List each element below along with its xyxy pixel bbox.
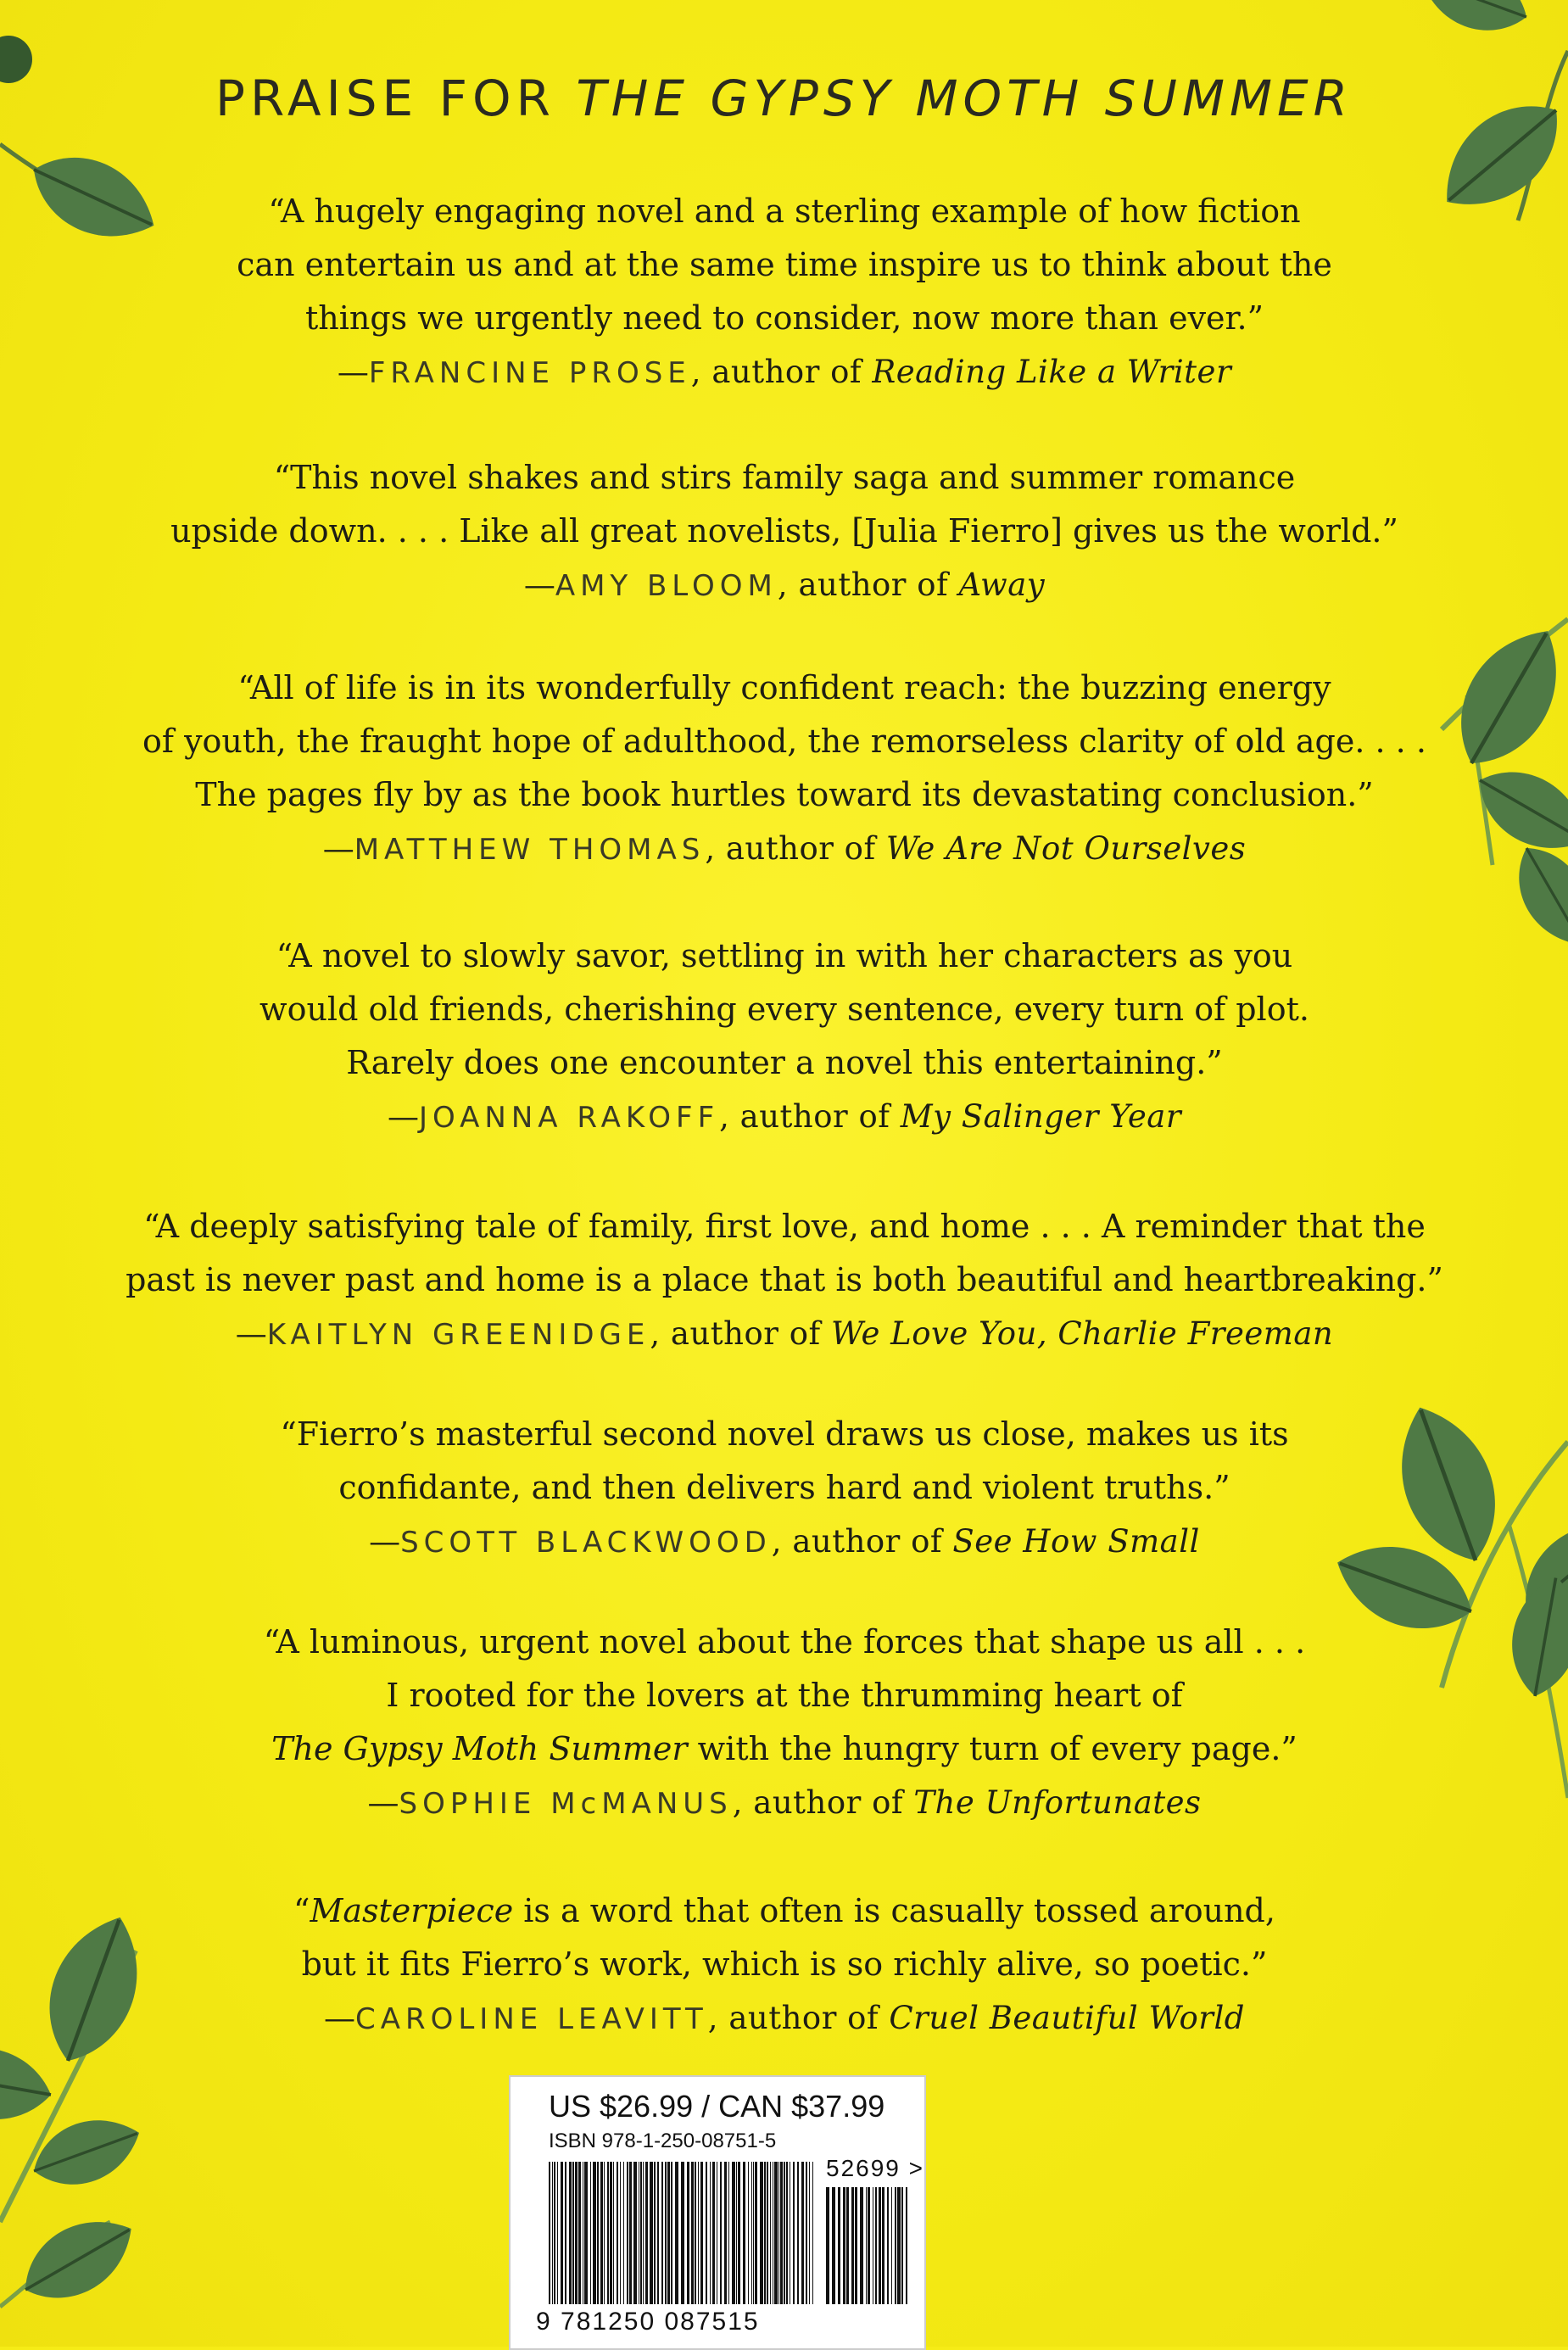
barcode-bar: [838, 2187, 840, 2304]
barcode-bar: [832, 2187, 835, 2304]
quote-text: with the hungry turn of every page.”: [687, 1730, 1297, 1767]
barcode-bar: [801, 2162, 804, 2304]
barcode-bar: [786, 2162, 788, 2304]
barcode-bar: [906, 2187, 907, 2304]
barcode-bar: [879, 2187, 881, 2304]
attribution: —JOANNA RAKOFF, author of My Salinger Year: [387, 1098, 1182, 1135]
blurb-thomas: [102, 661, 1467, 877]
barcode-bar: [617, 2162, 618, 2304]
barcode-bar: [645, 2162, 648, 2304]
attribution: —SCOTT BLACKWOOD, author of See How Small: [369, 1523, 1200, 1560]
barcode-bar: [846, 2187, 849, 2304]
attribution: —KAITLYN GREENIDGE, author of We Love You, Charlie Freeman: [235, 1315, 1334, 1352]
barcode-bar: [806, 2162, 807, 2304]
quote-line: “A hugely engaging novel and a sterling example of how fiction: [268, 193, 1301, 230]
price-label: US $26.99 / CAN $37.99: [549, 2089, 885, 2124]
barcode-bar: [695, 2162, 696, 2304]
blurb-greenidge: [81, 1200, 1488, 1362]
barcode-bar: [868, 2187, 870, 2304]
blurb-leavitt: [102, 1884, 1467, 2046]
heading-prefix: PRAISE FOR: [215, 70, 555, 127]
reviewer-book: We Are Not Ourselves: [885, 830, 1247, 867]
price-barcode-box: [509, 2075, 926, 2350]
reviewer-book: See How Small: [952, 1523, 1200, 1560]
author-of: author of: [792, 1523, 943, 1560]
blurb-blackwood: [102, 1408, 1467, 1570]
barcode-bar: [724, 2162, 727, 2304]
barcode-bar: [738, 2162, 740, 2304]
barcode-bar: [584, 2162, 588, 2304]
reviewer-name: AMY BLOOM: [555, 569, 778, 603]
barcode-bar: [561, 2162, 563, 2304]
barcode-bar: [613, 2162, 614, 2304]
barcode-bar: [860, 2187, 863, 2304]
barcode-bar: [610, 2162, 612, 2304]
heading-book-title: THE GYPSY MOTH SUMMER: [576, 70, 1353, 127]
quote-line: The pages fly by as the book hurtles toward its devastating conclusion.”: [195, 776, 1374, 813]
barcode-bar: [665, 2162, 667, 2304]
barcode-bar: [604, 2162, 605, 2304]
quote-line: “A deeply satisfying tale of family, first love, and home . . . A reminder that the: [143, 1208, 1426, 1245]
quote-line: “Fierro’s masterful second novel draws us close, makes us its: [280, 1415, 1289, 1453]
quote-line: confidante, and then delivers hard and violent truths.”: [338, 1469, 1230, 1506]
barcode-bar: [569, 2162, 572, 2304]
barcode-bar: [650, 2162, 653, 2304]
barcode-bar: [812, 2162, 813, 2304]
quote-line: Rarely does one encounter a novel this entertaining.”: [346, 1044, 1223, 1081]
barcode-bar: [633, 2162, 637, 2304]
reviewer-book: Away: [958, 567, 1046, 603]
dash: —: [367, 1784, 399, 1821]
barcode-bar: [600, 2162, 603, 2304]
blurb-bloom: [102, 451, 1467, 613]
isbn-barcode: [549, 2162, 815, 2304]
blurb-prose: [102, 185, 1467, 400]
quote-text: is a word that often is casually tossed around,: [513, 1892, 1275, 1929]
author-of: author of: [728, 2000, 879, 2036]
barcode-bar: [698, 2162, 699, 2304]
quote-line: of youth, the fraught hope of adulthood, the remorseless clarity of old age. . . .: [142, 723, 1426, 760]
barcode-bar: [681, 2162, 684, 2304]
barcode-bar: [764, 2162, 766, 2304]
barcode-bar: [643, 2162, 644, 2304]
barcode-bar: [784, 2162, 785, 2304]
price-code-label: 52699 >: [826, 2155, 924, 2181]
barcode-bar: [901, 2187, 903, 2304]
barcode-bar: [620, 2162, 621, 2304]
dash: —: [322, 830, 354, 867]
barcode-bar: [882, 2187, 884, 2304]
quote-line: past is never past and home is a place that is both beautiful and heartbreaking.”: [126, 1261, 1443, 1298]
barcode-bar: [629, 2162, 632, 2304]
quote-line: things we urgently need to consider, now more than ever.”: [304, 299, 1264, 337]
blurb-mcmanus: [102, 1616, 1467, 1831]
barcode-bar: [597, 2162, 599, 2304]
barcode-bar: [654, 2162, 656, 2304]
barcode-bar: [748, 2162, 749, 2304]
attribution: —CAROLINE LEAVITT, author of Cruel Beautiful World: [323, 2000, 1245, 2036]
reviewer-name: SOPHIE McMANUS: [399, 1787, 733, 1821]
quoted-book-title: The Gypsy Moth Summer: [271, 1730, 688, 1767]
quote-line: “Masterpiece is a word that often is casually tossed around,: [293, 1892, 1275, 1929]
barcode-bar: [732, 2162, 735, 2304]
quote-line: “A luminous, urgent novel about the forces that shape us all . . .: [263, 1623, 1306, 1661]
barcode-bar: [691, 2162, 694, 2304]
barcode-bar: [851, 2187, 854, 2304]
reviewer-book: The Unfortunates: [913, 1784, 1202, 1821]
reviewer-name: CAROLINE LEAVITT: [354, 2002, 708, 2036]
isbn-label: ISBN 978-1-250-08751-5: [549, 2130, 777, 2152]
quote-line: can entertain us and at the same time inspire us to think about the: [237, 246, 1332, 283]
dash: —: [235, 1315, 267, 1352]
reviewer-book: Cruel Beautiful World: [889, 2000, 1245, 2036]
barcode-bar: [866, 2187, 867, 2304]
barcode-bar: [855, 2187, 857, 2304]
reviewer-book: My Salinger Year: [900, 1098, 1182, 1135]
barcode-bar: [797, 2162, 799, 2304]
barcode-bar: [578, 2162, 581, 2304]
barcode-bar: [843, 2187, 845, 2304]
author-of: author of: [739, 1098, 890, 1135]
barcode-bar: [557, 2162, 558, 2304]
reviewer-book: Reading Like a Writer: [872, 354, 1232, 390]
barcode-bar: [710, 2162, 711, 2304]
barcode-bar: [770, 2162, 771, 2304]
dash: —: [387, 1098, 419, 1135]
barcode-bar: [767, 2162, 768, 2304]
barcode-bar: [743, 2162, 745, 2304]
barcode-number: 9 781250 087515: [536, 2308, 760, 2336]
barcode-bar: [751, 2162, 752, 2304]
dash: —: [323, 2000, 355, 2036]
barcode-bar: [671, 2162, 672, 2304]
barcode-bar: [575, 2162, 578, 2304]
barcode-bar: [700, 2162, 703, 2304]
barcode-bar: [753, 2162, 754, 2304]
quote-line: “All of life is in its wonderfully confident reach: the buzzing energy: [237, 669, 1331, 706]
dash: —: [337, 354, 369, 390]
quote-line: would old friends, cherishing every sentence, every turn of plot.: [259, 991, 1309, 1028]
quote-line: upside down. . . . Like all great novelists, [Julia Fierro] gives us the world.”: [170, 512, 1398, 550]
quote-line: “This novel shakes and stirs family saga and summer romance: [273, 459, 1296, 496]
barcode-bar: [593, 2162, 596, 2304]
barcode-bar: [687, 2162, 689, 2304]
barcode-bar: [793, 2162, 795, 2304]
barcode-bar: [640, 2162, 642, 2304]
barcode-bar: [897, 2187, 901, 2304]
author-of: author of: [670, 1315, 821, 1352]
price-barcode: [826, 2187, 909, 2304]
reviewer-book: We Love You, Charlie Freeman: [830, 1315, 1334, 1352]
barcode-bar: [657, 2162, 659, 2304]
barcode-bar: [590, 2162, 591, 2304]
barcode-bar: [554, 2162, 555, 2304]
barcode-bar: [755, 2162, 757, 2304]
barcode-bar: [565, 2162, 566, 2304]
attribution: —AMY BLOOM, author of Away: [523, 567, 1046, 603]
barcode-bar: [736, 2162, 737, 2304]
barcode-bar: [675, 2162, 678, 2304]
barcode-bar: [627, 2162, 628, 2304]
dash: —: [523, 567, 555, 603]
reviewer-name: FRANCINE PROSE: [368, 356, 691, 390]
barcode-bar: [712, 2162, 715, 2304]
barcode-bar: [774, 2162, 778, 2304]
barcode-bar: [778, 2162, 779, 2304]
quote-italic-word: Masterpiece: [310, 1892, 514, 1929]
reviewer-name: MATTHEW THOMAS: [354, 833, 706, 867]
author-of: author of: [711, 354, 862, 390]
author-of: author of: [798, 567, 949, 603]
attribution: —FRANCINE PROSE, author of Reading Like a Writer: [337, 354, 1232, 390]
quote-line: “A novel to slowly savor, settling in with her characters as you: [276, 937, 1293, 974]
blurb-rakoff: [102, 929, 1467, 1145]
barcode-bar: [661, 2162, 663, 2304]
barcode-bar: [895, 2187, 896, 2304]
dash: —: [369, 1523, 401, 1560]
author-of: author of: [753, 1784, 904, 1821]
barcode-bar: [572, 2162, 574, 2304]
attribution: —SOPHIE McMANUS, author of The Unfortunates: [367, 1784, 1202, 1821]
barcode-bar: [809, 2162, 810, 2304]
page-heading: [0, 70, 1568, 127]
barcode-bar: [549, 2162, 550, 2304]
reviewer-name: SCOTT BLACKWOOD: [400, 1526, 772, 1560]
barcode-bar: [780, 2162, 783, 2304]
barcode-bar: [667, 2162, 670, 2304]
author-of: author of: [725, 830, 876, 867]
barcode-bar: [623, 2162, 624, 2304]
barcode-bar: [552, 2162, 553, 2304]
attribution: —MATTHEW THOMAS, author of We Are Not Ourselves: [322, 830, 1247, 867]
quote-line: but it fits Fierro’s work, which is so richly alive, so poetic.”: [301, 1945, 1268, 1983]
barcode-bar: [720, 2162, 722, 2304]
reviewer-name: KAITLYN GREENIDGE: [266, 1318, 650, 1352]
quote-line: I rooted for the lovers at the thrumming heart of: [386, 1677, 1183, 1714]
barcode-bar: [607, 2162, 609, 2304]
barcode-bar: [728, 2162, 729, 2304]
reviewer-name: JOANNA RAKOFF: [418, 1101, 720, 1135]
barcode-bar: [875, 2187, 877, 2304]
barcode-bar: [760, 2162, 763, 2304]
barcode-bar: [706, 2162, 707, 2304]
barcode-bar: [826, 2187, 829, 2304]
barcode-bar: [891, 2187, 892, 2304]
barcode-bar: [887, 2187, 889, 2304]
quote-line: [102, 1722, 1467, 1776]
